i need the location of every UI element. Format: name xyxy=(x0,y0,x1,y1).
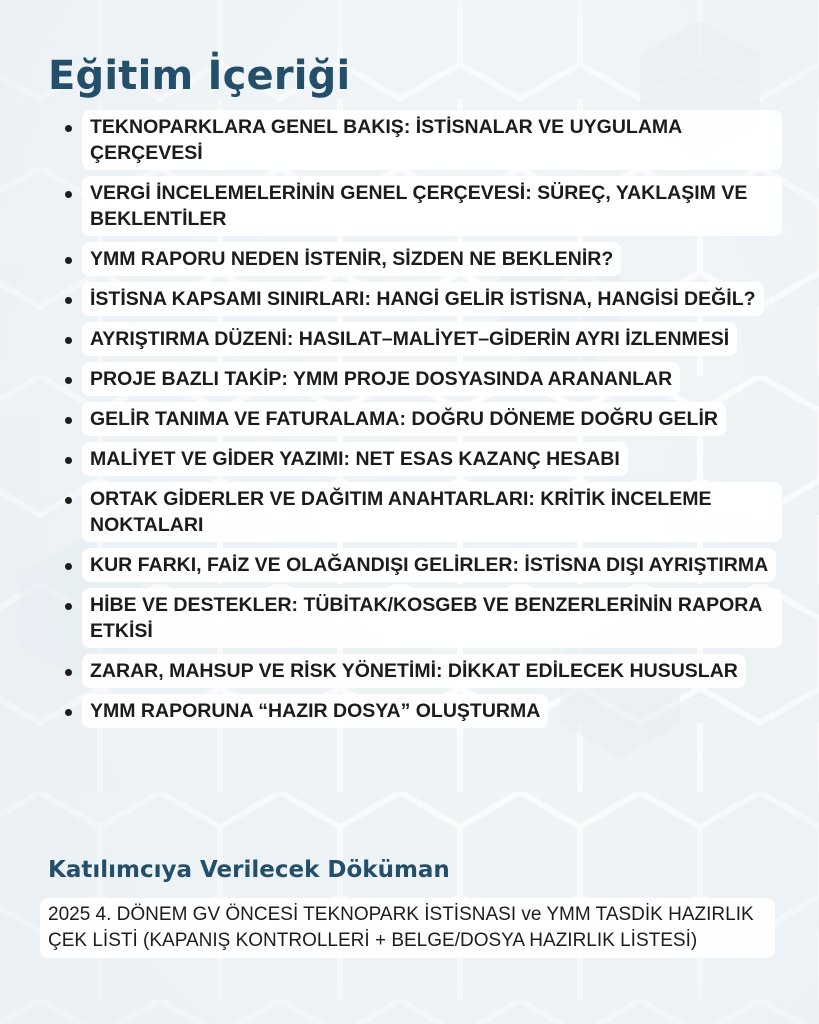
document-heading: Katılımcıya Verilecek Döküman xyxy=(48,857,450,883)
list-item xyxy=(62,402,782,436)
list-item-label: PROJE BAZLI TAKİP: YMM PROJE DOSYASINDA ARANANLAR xyxy=(82,362,680,396)
list-item xyxy=(62,482,782,542)
bullet-icon xyxy=(65,125,72,132)
bullet-icon xyxy=(65,417,72,424)
bullet-icon xyxy=(65,709,72,716)
list-item xyxy=(62,442,782,476)
list-item-label: HİBE VE DESTEKLER: TÜBİTAK/KOSGEB VE BENZERLERİNİN RAPORA ETKİSİ xyxy=(82,588,782,648)
page-title: Eğitim İçeriği xyxy=(48,53,351,99)
list-item-label: AYRIŞTIRMA DÜZENİ: HASILAT–MALİYET–GİDERİN AYRI İZLENMESİ xyxy=(82,322,737,356)
bullet-icon xyxy=(65,603,72,610)
list-item-label: MALİYET VE GİDER YAZIMI: NET ESAS KAZANÇ HESABI xyxy=(82,442,628,476)
bullet-icon xyxy=(65,563,72,570)
training-topics-list xyxy=(62,110,782,734)
list-item-label: YMM RAPORUNA “HAZIR DOSYA” OLUŞTURMA xyxy=(82,694,548,728)
list-item xyxy=(62,694,782,728)
list-item-label: KUR FARKI, FAİZ VE OLAĞANDIŞI GELİRLER: İSTİSNA DIŞI AYRIŞTIRMA xyxy=(82,548,776,582)
list-item-label: VERGİ İNCELEMELERİNİN GENEL ÇERÇEVESİ: SÜREÇ, YAKLAŞIM VE BEKLENTİLER xyxy=(82,176,782,236)
list-item-label: GELİR TANIMA VE FATURALAMA: DOĞRU DÖNEME DOĞRU GELİR xyxy=(82,402,726,436)
bullet-icon xyxy=(65,497,72,504)
list-item xyxy=(62,282,782,316)
bullet-icon xyxy=(65,191,72,198)
list-item-label: İSTİSNA KAPSAMI SINIRLARI: HANGİ GELİR İSTİSNA, HANGİSİ DEĞİL? xyxy=(82,282,764,316)
list-item xyxy=(62,548,782,582)
list-item xyxy=(62,588,782,648)
list-item-label: TEKNOPARKLARA GENEL BAKIŞ: İSTİSNALAR VE UYGULAMA ÇERÇEVESİ xyxy=(82,110,782,170)
bullet-icon xyxy=(65,669,72,676)
document-description: 2025 4. DÖNEM GV ÖNCESİ TEKNOPARK İSTİSNASI ve YMM TASDİK HAZIRLIK ÇEK LİSTİ (KAPANIŞ KONTROLLERİ + BELGE/DOSYA HAZIRLIK LİSTESİ) xyxy=(40,898,775,958)
bullet-icon xyxy=(65,297,72,304)
bullet-icon xyxy=(65,377,72,384)
list-item-label: ZARAR, MAHSUP VE RİSK YÖNETİMİ: DİKKAT EDİLECEK HUSUSLAR xyxy=(82,654,746,688)
list-item xyxy=(62,242,782,276)
bullet-icon xyxy=(65,337,72,344)
bullet-icon xyxy=(65,457,72,464)
list-item xyxy=(62,110,782,170)
bullet-icon xyxy=(65,257,72,264)
list-item-label: ORTAK GİDERLER VE DAĞITIM ANAHTARLARI: KRİTİK İNCELEME NOKTALARI xyxy=(82,482,782,542)
list-item xyxy=(62,654,782,688)
list-item xyxy=(62,322,782,356)
list-item-label: YMM RAPORU NEDEN İSTENİR, SİZDEN NE BEKLENİR? xyxy=(82,242,621,276)
list-item xyxy=(62,176,782,236)
list-item xyxy=(62,362,782,396)
